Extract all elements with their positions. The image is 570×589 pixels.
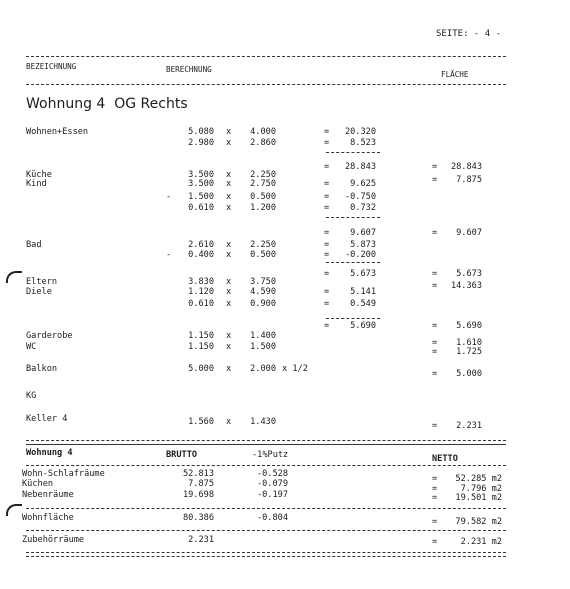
room-x: x [226,192,232,202]
room-label: Kind [26,179,47,189]
subtotal-rule [326,152,380,153]
room-eq2: = [432,369,438,379]
room-eq: = [324,250,330,260]
room-eq: = [324,269,330,279]
room-label: Küche [26,170,52,180]
room-label: Balkon [26,364,58,374]
punch-mark-bottom [6,504,22,516]
room-eq2: = [432,228,438,238]
room-b: 3.750 [250,277,276,287]
room-eq: = [324,127,330,137]
room-label: Wohnen+Essen [26,127,89,137]
room-a: 5.000 [188,364,214,374]
summary-netto: 52.285 m2 [455,474,502,484]
keller-a: 1.560 [188,417,214,427]
page-title: Wohnung 4 OG Rechts [26,96,188,112]
room-x: x [226,364,232,374]
room-b: 1.500 [250,342,276,352]
room-eq: = [324,240,330,250]
room-b: 0.500 [250,250,276,260]
summary-netto: 79.582 m2 [455,517,502,527]
header-flaeche: FLÄCHE [441,70,469,79]
room-b: 2.250 [250,240,276,250]
room-label: Eltern [26,277,58,287]
room-a: 1.150 [188,331,214,341]
room-total: 28.843 [450,162,482,172]
keller-total: 2.231 [456,421,482,431]
punch-mark-top [6,271,22,283]
room-total: 5.000 [456,369,482,379]
room-r: 5.141 [350,287,376,297]
room-total: 5.673 [456,269,482,279]
room-total: 5.690 [456,321,482,331]
page-number: SEITE: - 4 - [436,29,502,39]
room-label: Diele [26,287,52,297]
room-x: x [226,250,232,260]
room-r: 0.732 [350,203,376,213]
room-r: 20.320 [344,127,376,137]
room-total: 9.607 [456,228,482,238]
room-total: 7.875 [456,175,482,185]
room-r: -0.200 [344,250,376,260]
summary-netto: 2.231 m2 [460,537,502,547]
keller-b: 1.430 [250,417,276,427]
room-x: x [226,203,232,213]
room-r: 28.843 [344,162,376,172]
room-eq: = [324,192,330,202]
header-berechnung: BERECHNUNG [166,65,212,74]
summary-eq: = [432,484,438,494]
summary-label: Zubehörräume [22,535,85,545]
subtotal-rule [326,318,380,319]
summary-putz: -0.804 [256,513,288,523]
room-eq: = [324,228,330,238]
summary-brutto: 7.875 [188,479,214,489]
room-b: 1.200 [250,203,276,213]
room-a: 1.120 [188,287,214,297]
room-label: Garderobe [26,331,73,341]
room-a: 2.980 [188,138,214,148]
summary-rule-4 [26,508,506,509]
room-a: 0.400 [188,250,214,260]
room-total: 14.363 [450,281,482,291]
room-total: 1.610 [456,338,482,348]
room-a: 3.500 [188,179,214,189]
room-extra: x 1/2 [282,364,308,374]
summary-header-netto: NETTO [432,454,458,464]
keller-eq: = [432,421,438,431]
room-x: x [226,179,232,189]
summary-brutto: 19.698 [182,490,214,500]
room-eq2: = [432,321,438,331]
room-r: 9.625 [350,179,376,189]
summary-netto: 7.796 m2 [460,484,502,494]
room-r: 5.673 [350,269,376,279]
room-b: 4.000 [250,127,276,137]
summary-header-putz: -1%Putz [252,450,289,460]
room-eq2: = [432,175,438,185]
room-sign: - [166,192,172,202]
summary-brutto: 52.813 [182,469,214,479]
room-b: 2.860 [250,138,276,148]
keller-x: x [226,417,232,427]
room-r: 5.873 [350,240,376,250]
room-b: 4.590 [250,287,276,297]
room-a: 2.610 [188,240,214,250]
room-label: WC [26,342,37,352]
summary-label: Nebenräume [22,490,74,500]
summary-eq: = [432,517,438,527]
room-a: 3.500 [188,170,214,180]
summary-rule-1 [26,440,506,441]
room-x: x [226,127,232,137]
room-b: 2.750 [250,179,276,189]
room-b: 1.400 [250,331,276,341]
room-x: x [226,287,232,297]
room-r: 5.690 [350,321,376,331]
room-x: x [226,240,232,250]
kg-label: KG [26,391,37,401]
room-x: x [226,299,232,309]
header-rule-top [26,56,506,57]
room-total: 1.725 [456,347,482,357]
room-eq2: = [432,281,438,291]
room-r: 9.607 [350,228,376,238]
room-r: -0.750 [344,192,376,202]
summary-eq: = [432,474,438,484]
summary-header-label: Wohnung 4 [26,448,73,458]
room-x: x [226,342,232,352]
room-eq: = [324,138,330,148]
room-eq2: = [432,269,438,279]
room-a: 0.610 [188,203,214,213]
subtotal-rule [326,217,380,218]
summary-putz: -0.528 [256,469,288,479]
header-bezeichnung: BEZEICHNUNG [26,62,77,71]
room-eq: = [324,203,330,213]
summary-label: Küchen [22,479,54,489]
summary-rule-5 [26,530,506,531]
summary-eq: = [432,493,438,503]
summary-putz: -0.079 [256,479,288,489]
room-r: 0.549 [350,299,376,309]
room-eq: = [324,179,330,189]
room-label: Bad [26,240,42,250]
summary-rule-6 [26,552,506,553]
summary-rule-2 [26,444,506,445]
summary-label: Wohnfläche [22,513,74,523]
room-x: x [226,331,232,341]
room-a: 0.610 [188,299,214,309]
room-eq2: = [432,338,438,348]
room-eq: = [324,162,330,172]
room-x: x [226,277,232,287]
room-eq2: = [432,347,438,357]
room-eq: = [324,299,330,309]
room-x: x [226,170,232,180]
room-eq2: = [432,162,438,172]
room-a: 3.830 [188,277,214,287]
summary-rule-7 [26,556,506,557]
summary-brutto: 80.386 [182,513,214,523]
room-a: 1.150 [188,342,214,352]
room-b: 2.000 [250,364,276,374]
summary-eq: = [432,537,438,547]
room-b: 2.250 [250,170,276,180]
room-sign: - [166,250,172,260]
room-a: 5.080 [188,127,214,137]
room-eq: = [324,287,330,297]
summary-label: Wohn-Schlafräume [22,469,105,479]
room-eq: = [324,321,330,331]
summary-netto: 19.501 m2 [455,493,502,503]
header-rule-bottom [26,84,506,85]
subtotal-rule [326,262,380,263]
summary-rule-3 [26,465,506,466]
keller-label: Keller 4 [26,414,68,424]
room-r: 8.523 [350,138,376,148]
room-a: 1.500 [188,192,214,202]
room-b: 0.500 [250,192,276,202]
summary-brutto: 2.231 [188,535,214,545]
room-b: 0.900 [250,299,276,309]
room-x: x [226,138,232,148]
summary-putz: -0.197 [256,490,288,500]
summary-header-brutto: BRUTTO [166,450,198,460]
